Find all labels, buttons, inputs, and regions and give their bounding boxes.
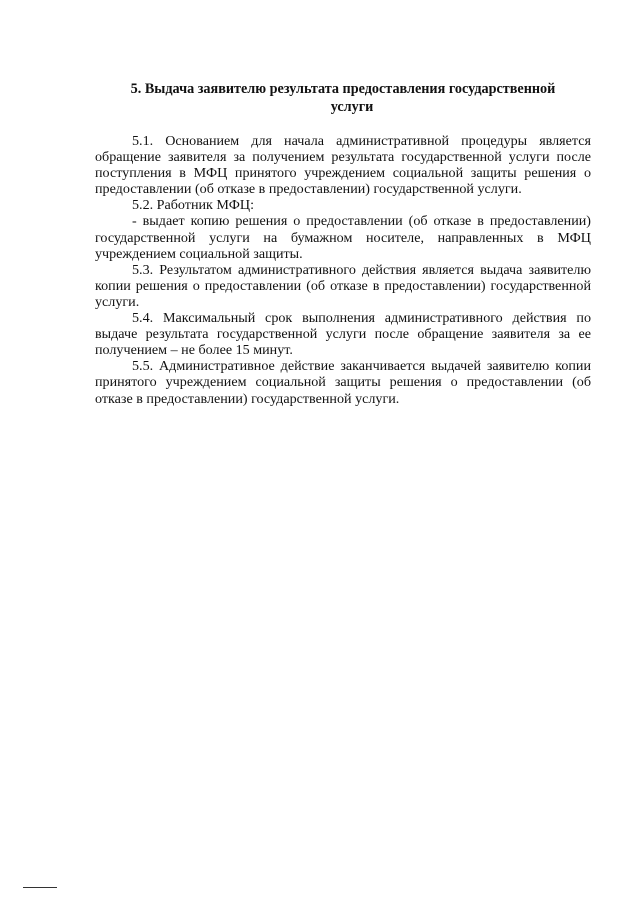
paragraph-5-2-item: - выдает копию решения о предоставлении (об отказе в предоставлении) государственной услуги на бумажном носителе, направленных в МФЦ учреждением социальной защиты. [95, 213, 591, 262]
section-title [96, 80, 590, 116]
footer-rule [23, 887, 57, 888]
section-body [95, 133, 591, 407]
section-title-line-2: услуги [330, 99, 374, 115]
paragraph-5-4: 5.4. Максимальный срок выполнения административного действия по выдаче результата государственной услуги после обращение заявителя за ее получением – не более 15 минут. [95, 310, 591, 359]
paragraph-5-2: 5.2. Работник МФЦ: [132, 197, 254, 214]
section-title-line-1: 5. Выдача заявителю результата предоставления государственной [130, 81, 556, 97]
paragraph-5-3: 5.3. Результатом административного действия является выдача заявителю копии решения о предоставлении (об отказе в предоставлении) государственной услуги. [95, 261, 591, 310]
paragraph-5-5: 5.5. Административное действие заканчивается выдачей заявителю копии принятого учреждением социальной защиты решения о предоставлении (об отказе в предоставлении) государственной услуги. [95, 358, 591, 407]
paragraph-5-1: 5.1. Основанием для начала административной процедуры является обращение заявителя за получением результата государственной услуги после поступления в МФЦ принятого учреждением социальной защиты решения о предоставлении (об отказе в предоставлении) государственной услуги. [95, 133, 591, 198]
